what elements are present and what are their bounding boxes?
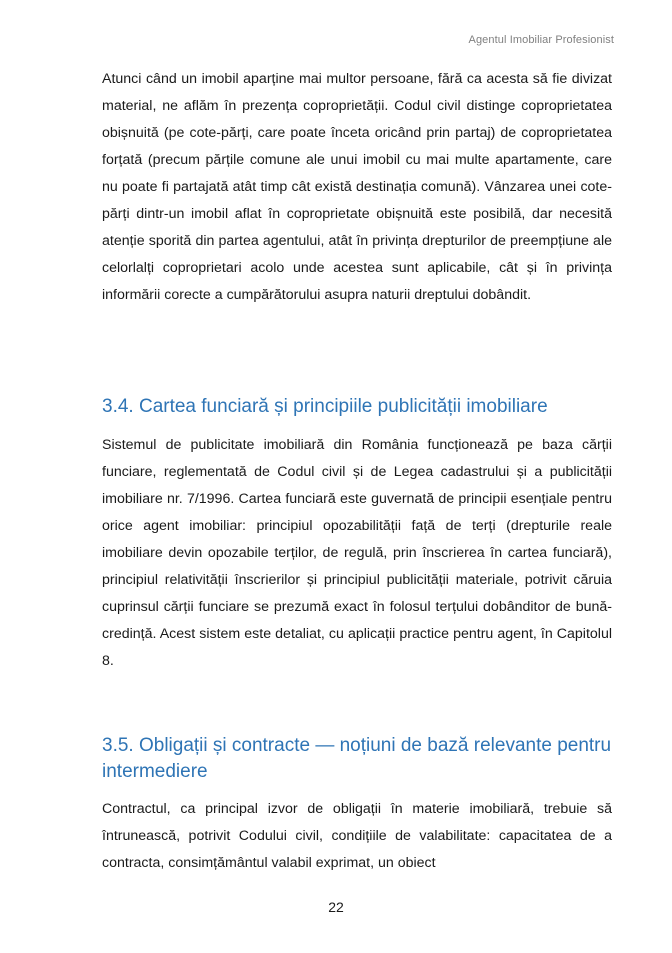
section-heading-3-5: 3.5. Obligații și contracte — noțiuni de bază relevante pentru intermediere [102, 735, 612, 782]
body-paragraph: Sistemul de publicitate imobiliară din România funcționează pe baza cărții funciare, reglementată de Codul civil și de Legea cadastrului și a publicității imobiliare nr. 7/1996. Cartea funciară este guvernată de principii esențiale pentru orice agent imobiliar: principiul opozabilității față de terți (drepturile reale imobiliare devin opozabile terților, de regulă, prin înscrierea în cartea funciară), principiul relativității înscrierilor și principiul publicității materiale, potrivit căruia cuprinsul cărții funciare se prezumă exact în folosul terțului dobânditor de bună-credință. Acest sistem este detaliat, cu aplicații practice pentru agent, în Capitolul 8. [102, 437, 612, 669]
running-header: Agentul Imobiliar Profesionist [468, 34, 614, 46]
section-3-5-container [102, 733, 612, 785]
body-paragraph: Contractul, ca principal izvor de obligații în materie imobiliară, trebuie să întrunească, potrivit Codului civil, condițiile de valabilitate: capacitatea de a contracta, consimțământul valabil exprimat, un obiect [102, 801, 612, 871]
page-number: 22 [328, 899, 344, 915]
section-heading-3-4: 3.4. Cartea funciară și principiile publicității imobiliare [102, 396, 548, 417]
body-paragraph-2-container [102, 432, 612, 675]
body-paragraph-3-container [102, 796, 612, 877]
body-paragraph-1-container [102, 66, 612, 309]
body-paragraph: Atunci când un imobil aparține mai multor persoane, fără ca acesta să fie divizat material, ne aflăm în prezența coproprietății. Codul civil distinge coproprietatea obișnuită (pe cote-părți, care poate înceta oricând prin partaj) de coproprietatea forțată (precum părțile comune ale unui imobil cu mai multe apartamente, care nu poate fi partajată atât timp cât există destinația comună). Vânzarea unei cote-părți dintr-un imobil aflat în coproprietate obișnuită este posibilă, dar necesită atenție sporită din partea agentului, atât în privința drepturilor de preempțiune ale celorlalți coproprietari acolo unde acestea sunt aplicabile, cât și în privința informării corecte a cumpărătorului asupra naturii dreptului dobândit. [102, 71, 612, 303]
section-3-4-container [102, 394, 612, 420]
